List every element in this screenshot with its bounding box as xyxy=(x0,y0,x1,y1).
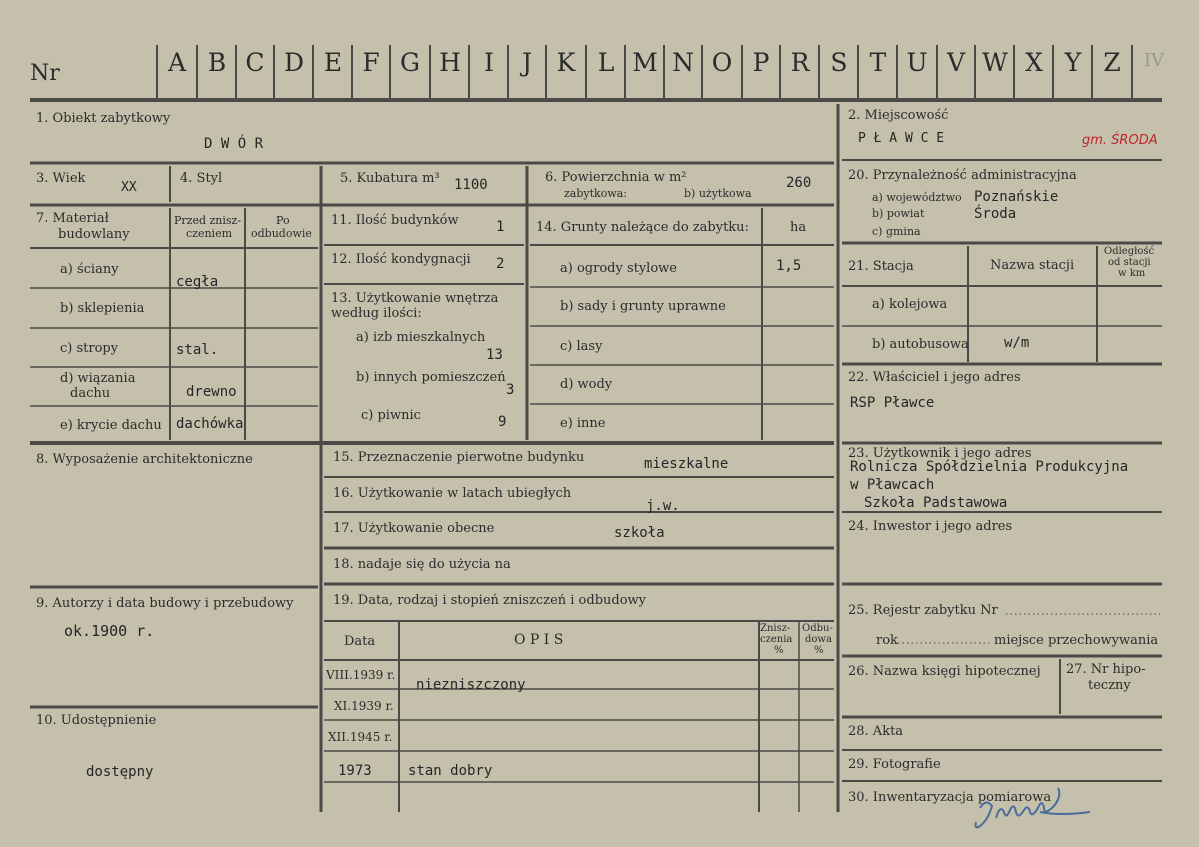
f19-col-opis: O P I S xyxy=(514,632,564,648)
f20-b-value[interactable]: Środa xyxy=(974,206,1017,222)
f19-col-data: Data xyxy=(344,634,376,649)
f25-label: 25. Rejestr zabytku Nr xyxy=(848,603,998,618)
f11-value[interactable]: 1 xyxy=(496,219,505,235)
letter-c[interactable]: C xyxy=(245,48,265,77)
f18-label: 18. nadaje się do użycia na xyxy=(333,557,511,572)
f7-row-label: b) sklepienia xyxy=(60,301,145,316)
nr-label: Nr xyxy=(30,61,60,86)
f4-label: 4. Styl xyxy=(180,171,223,186)
f7-row-label: c) stropy xyxy=(60,341,119,356)
f3-value[interactable]: XX xyxy=(121,180,137,195)
letter-y[interactable]: Y xyxy=(1064,48,1082,77)
f30-label: 30. Inwentaryzacja pomiarowa xyxy=(848,790,1052,805)
letter-z[interactable]: Z xyxy=(1103,48,1121,77)
f7-col1-2: czeniem xyxy=(186,227,233,240)
f19-row-date: XII.1945 r. xyxy=(328,730,393,744)
f7-row-value[interactable]: dachówka xyxy=(176,416,244,432)
f13-a-value[interactable]: 13 xyxy=(486,347,503,363)
f21-col-dist: Odległość xyxy=(1104,246,1155,257)
letter-r[interactable]: R xyxy=(790,48,810,77)
f19-col-od-pct: % xyxy=(814,645,824,656)
f20-a-value[interactable]: Poznańskie xyxy=(974,189,1059,205)
f7-col2: Po xyxy=(276,214,290,227)
f9-value[interactable]: ok.1900 r. xyxy=(64,622,155,640)
f19-row-date: XI.1939 r. xyxy=(334,699,394,713)
letter-v[interactable]: V xyxy=(946,48,966,77)
pencil-mark: IV xyxy=(1144,50,1165,71)
f19-col-zn: Znisz- xyxy=(760,623,791,634)
letter-k[interactable]: K xyxy=(556,48,576,77)
f9-label: 9. Autorzy i data budowy i przebudowy xyxy=(36,596,294,611)
f15-value[interactable]: mieszkalne xyxy=(644,456,729,472)
letter-b[interactable]: B xyxy=(207,48,227,77)
f14-row-label: c) lasy xyxy=(560,339,603,354)
f12-label: 12. Ilość kondygnacji xyxy=(331,252,471,267)
letter-l[interactable]: L xyxy=(597,48,615,77)
f20-label: 20. Przynależność administracyjna xyxy=(848,168,1077,183)
f14-row-label: b) sady i grunty uprawne xyxy=(560,299,726,314)
letter-u[interactable]: U xyxy=(906,48,928,77)
f7-row-label: e) krycie dachu xyxy=(60,418,162,433)
f23-line3[interactable]: Szkoła Padstawowa xyxy=(864,495,1008,511)
f2-label: 2. Miejscowość xyxy=(848,108,949,123)
f27-label-2: teczny xyxy=(1088,678,1131,693)
f14-row-value[interactable]: 1,5 xyxy=(776,258,802,274)
f5-label: 5. Kubatura m³ xyxy=(340,171,440,186)
f19-row-date-typed[interactable]: 1973 xyxy=(338,763,372,779)
f22-value[interactable]: RSP Pławce xyxy=(850,395,935,411)
f7-col2-2: odbudowie xyxy=(251,227,312,240)
letter-e[interactable]: E xyxy=(323,48,343,77)
f19-row-desc[interactable]: stan dobry xyxy=(408,763,493,779)
f26-label: 26. Nazwa księgi hipotecznej xyxy=(848,664,1041,679)
f20-a-label: a) województwo xyxy=(872,191,962,204)
f23-label: 23. Użytkownik i jego adres xyxy=(848,446,1032,461)
f13-c-label: c) piwnic xyxy=(361,408,421,423)
f2-value[interactable]: P Ł A W C E xyxy=(858,131,945,146)
f7-row-value[interactable]: stal. xyxy=(176,342,219,358)
f16-label: 16. Użytkowanie w latach ubiegłych xyxy=(333,486,572,501)
f10-value[interactable]: dostępny xyxy=(86,764,154,780)
f23-line1[interactable]: Rolnicza Spółdzielnia Produkcyjna xyxy=(850,459,1129,475)
f21-col-dist-2: od stacji xyxy=(1108,257,1151,268)
letter-n[interactable]: N xyxy=(672,48,694,77)
f19-row-desc[interactable]: niezniszczony xyxy=(416,677,526,693)
f1-value[interactable]: D W Ó R xyxy=(204,136,264,152)
f21-col-dist-3: w km xyxy=(1118,268,1146,279)
f13-label-2: według ilości: xyxy=(331,306,422,321)
f13-b-value[interactable]: 3 xyxy=(506,382,515,398)
f7-row-value[interactable]: drewno xyxy=(186,384,237,400)
letter-w[interactable]: W xyxy=(982,48,1008,77)
letter-a[interactable]: A xyxy=(167,48,187,77)
f15-label: 15. Przeznaczenie pierwotne budynku xyxy=(333,450,585,465)
f21-b-value[interactable]: w/m xyxy=(1004,335,1030,351)
f6-a-label: zabytkowa: xyxy=(564,187,627,200)
letter-s[interactable]: S xyxy=(830,48,848,77)
f14-label: 14. Grunty należące do zabytku: xyxy=(536,220,749,235)
f19-row-date: VIII.1939 r. xyxy=(326,668,396,682)
f19-col-zn-pct: % xyxy=(774,645,784,656)
f20-b-label: b) powiat xyxy=(872,207,925,220)
f13-c-value[interactable]: 9 xyxy=(498,414,507,430)
f7-row-label: a) ściany xyxy=(60,262,119,277)
f22-label: 22. Właściciel i jego adres xyxy=(848,370,1021,385)
f7-row-label-2: dachu xyxy=(70,386,111,401)
letter-g[interactable]: G xyxy=(400,48,420,77)
f19-col-od-2: dowa xyxy=(805,634,832,645)
letter-h[interactable]: H xyxy=(439,48,461,77)
f25-place: miejsce przechowywania xyxy=(994,633,1159,648)
f7-row-label: d) wiązania xyxy=(60,371,136,386)
f7-row-value[interactable]: cegła xyxy=(176,274,219,290)
f14-row-label: a) ogrody stylowe xyxy=(560,261,677,276)
f17-label: 17. Użytkowanie obecne xyxy=(333,521,495,536)
f10-label: 10. Udostępnienie xyxy=(36,713,157,728)
f19-label: 19. Data, rodzaj i stopień zniszczeń i odbudowy xyxy=(333,593,647,608)
letter-p[interactable]: P xyxy=(752,48,770,77)
f7-label: 7. Materiał xyxy=(36,211,109,226)
letter-i[interactable]: I xyxy=(484,48,494,77)
f6-b-label: b) użytkowa xyxy=(684,187,752,200)
f11-label: 11. Ilość budynków xyxy=(331,213,459,228)
f24-label: 24. Inwestor i jego adres xyxy=(848,519,1013,534)
f3-label: 3. Wiek xyxy=(36,171,86,186)
f14-row-label: e) inne xyxy=(560,416,606,431)
f21-col-name: Nazwa stacji xyxy=(990,258,1075,273)
f21-a-label: a) kolejowa xyxy=(872,297,948,312)
letter-t[interactable]: T xyxy=(869,48,887,77)
f8-label: 8. Wyposażenie architektoniczne xyxy=(36,452,253,467)
f13-a-label: a) izb mieszkalnych xyxy=(356,330,486,345)
f19-col-od: Odbu- xyxy=(802,623,833,634)
f17-value[interactable]: szkoła xyxy=(614,525,665,541)
f2-note: gm. ŚRODA xyxy=(1082,133,1158,148)
letter-j[interactable]: J xyxy=(521,48,533,77)
f7-col1: Przed znisz- xyxy=(174,214,242,227)
f28-label: 28. Akta xyxy=(848,724,904,739)
f29-label: 29. Fotografie xyxy=(848,757,941,772)
f5-value[interactable]: 1100 xyxy=(454,177,488,193)
f19-col-zn-2: czenia xyxy=(760,634,793,645)
letter-d[interactable]: D xyxy=(283,48,305,77)
f23-line2[interactable]: w Pławcach xyxy=(850,477,935,493)
f14-unit: ha xyxy=(790,220,807,235)
f16-value[interactable]: j.w. xyxy=(646,498,680,514)
f12-value[interactable]: 2 xyxy=(496,256,505,272)
f21-label: 21. Stacja xyxy=(848,259,914,274)
f27-label: 27. Nr hipo- xyxy=(1066,662,1146,677)
f20-c-label: c) gmina xyxy=(872,225,921,238)
f6-label: 6. Powierzchnia w m² xyxy=(545,170,687,185)
letter-o[interactable]: O xyxy=(711,48,733,77)
letter-f[interactable]: F xyxy=(362,48,380,77)
f1-label: 1. Obiekt zabytkowy xyxy=(36,111,171,126)
letter-x[interactable]: X xyxy=(1025,48,1043,77)
letter-m[interactable]: M xyxy=(632,48,658,77)
f7-label-2: budowlany xyxy=(58,227,130,242)
f14-row-label: d) wody xyxy=(560,377,613,392)
f13-label: 13. Użytkowanie wnętrza xyxy=(331,291,499,306)
f25-rok: rok xyxy=(876,633,898,648)
f6-value[interactable]: 260 xyxy=(786,175,812,191)
f21-b-label: b) autobusowa xyxy=(872,337,969,352)
f13-b-label: b) innych pomieszczeń xyxy=(356,370,506,385)
